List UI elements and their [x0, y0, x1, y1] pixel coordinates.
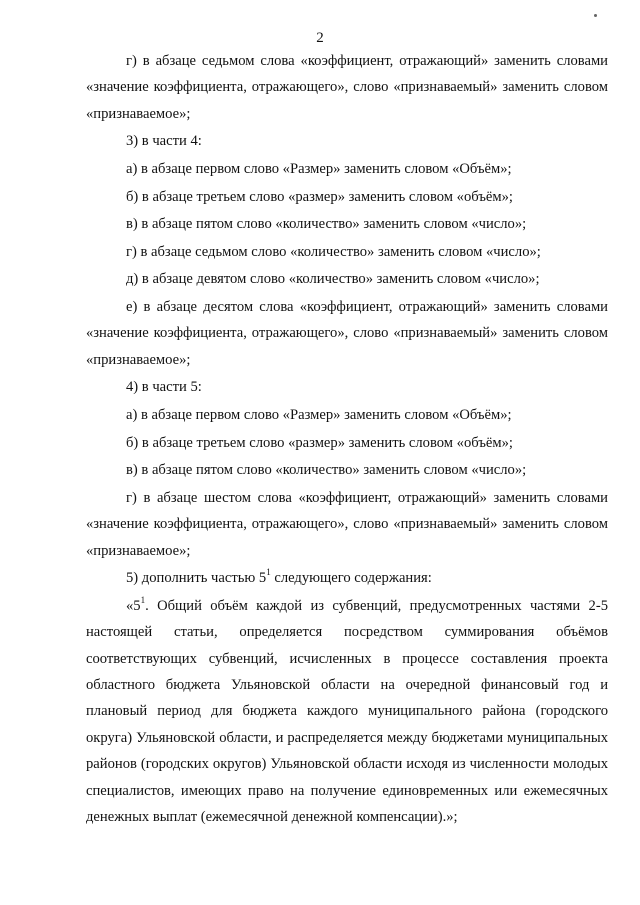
- list-item: 4) в части 5:: [126, 379, 202, 396]
- page-number: 2: [316, 30, 324, 46]
- document-body: [86, 48, 608, 832]
- list-item: в) в абзаце пятом слово «количество» заменить словом «число»;: [126, 462, 527, 479]
- quoted-paragraph: [86, 593, 608, 831]
- list-item: б) в абзаце третьем слово «размер» заменить словом «объём»;: [126, 188, 513, 205]
- item-text: 5) дополнить частью 5: [126, 570, 267, 587]
- superscript: 1: [140, 594, 146, 605]
- list-item: 3) в части 4:: [126, 133, 202, 150]
- item-text: следующего содержания:: [270, 570, 432, 587]
- list-item-part-5-1: [126, 565, 608, 591]
- quote-prefix: «5: [126, 597, 141, 614]
- superscript: 1: [266, 567, 271, 578]
- list-item: а) в абзаце первом слово «Размер» заменить словом «Объём»;: [126, 406, 512, 423]
- scan-speck: [594, 14, 597, 17]
- list-item: г) в абзаце седьмом слово «количество» заменить словом «число»;: [126, 243, 541, 260]
- paragraph: г) в абзаце седьмом слова «коэффициент, отражающий» заменить словами «значение коэффициента, отражающего», слово «признаваемый» заменить словом «признаваемое»;: [86, 53, 608, 122]
- quote-text: . Общий объём каждой из субвенций, предусмотренных частями 2-5 настоящей статьи, определяется посредством суммирования объёмов соответствующих субвенций, исчисленных в процессе составления проекта областного бюджета Ульяновской области на очередной финансовый год и плановый период для бюджета каждого муниципального района (городского округа) Ульяновской области, и распределяется между бюджетами муниципальных районов (городских округов) Ульяновской области исходя из численности молодых специалистов, имеющих право на получение единовременных или ежемесячных денежных выплат (ежемесячной денежной компенсации).»;: [86, 597, 608, 825]
- list-item: в) в абзаце пятом слово «количество» заменить словом «число»;: [126, 216, 527, 233]
- list-item: б) в абзаце третьем слово «размер» заменить словом «объём»;: [126, 434, 513, 451]
- paragraph: е) в абзаце десятом слова «коэффициент, отражающий» заменить словами «значение коэффициента, отражающего», слово «признаваемый» заменить словом «признаваемое»;: [86, 298, 608, 368]
- list-item: д) в абзаце девятом слово «количество» заменить словом «число»;: [126, 271, 540, 288]
- list-item: а) в абзаце первом слово «Размер» заменить словом «Объём»;: [126, 161, 512, 177]
- paragraph: г) в абзаце шестом слова «коэффициент, отражающий» заменить словами «значение коэффициента, отражающего», слово «признаваемый» заменить словом «признаваемое»;: [86, 489, 608, 559]
